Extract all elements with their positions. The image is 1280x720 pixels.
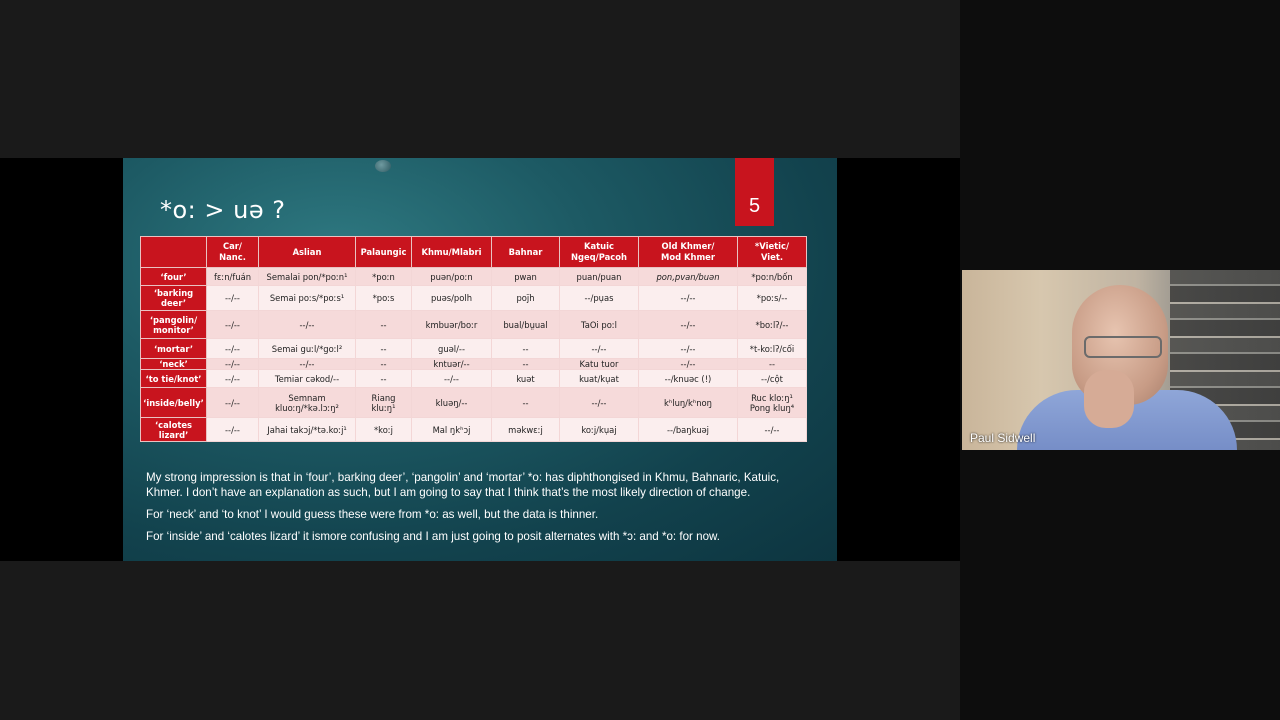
participant-video-tile[interactable]	[962, 270, 1280, 450]
table-cell: puən/poːn	[412, 268, 492, 286]
table-cell: *poːs/--	[738, 286, 807, 311]
cognate-table	[140, 236, 807, 442]
table-cell: --	[356, 370, 412, 388]
table-cell: pwan	[492, 268, 560, 286]
table-cell: Ruc kloːŋ¹ Pong kluŋ⁴	[738, 388, 807, 418]
table-cell: *t-koːlʔ/cối	[738, 339, 807, 359]
table-header-cell: *Vietic/ Viet.	[738, 237, 807, 268]
table-cell: --	[492, 339, 560, 359]
table-cell: Jahai takɔj/*tə.koːj¹	[259, 418, 356, 442]
table-cell: --/--	[207, 339, 259, 359]
table-cell: *poːn	[356, 268, 412, 286]
table-cell: --/cột	[738, 370, 807, 388]
table-cell: --/--	[259, 359, 356, 370]
table-row-label: ‘mortar’	[141, 339, 207, 359]
table-cell: --/--	[207, 311, 259, 339]
table-cell: --/--	[560, 388, 639, 418]
table-cell: --	[356, 339, 412, 359]
video-person-glasses	[1084, 336, 1162, 358]
table-cell: --/baŋkuəj	[639, 418, 738, 442]
table-cell: TaOi poːl	[560, 311, 639, 339]
table-cell: fɛːn/fuán	[207, 268, 259, 286]
table-cell: *poːn/bốn	[738, 268, 807, 286]
table-row-label: ‘pangolin/ monitor’	[141, 311, 207, 339]
table-header-cell: Bahnar	[492, 237, 560, 268]
table-header-cell: Palaungic	[356, 237, 412, 268]
table-cell: --	[492, 359, 560, 370]
table-cell: kuat/kụat	[560, 370, 639, 388]
table-cell: --/--	[207, 359, 259, 370]
table-cell: bual/bṳual	[492, 311, 560, 339]
table-body	[141, 268, 807, 442]
table-row	[141, 388, 807, 418]
table-cell: --	[738, 359, 807, 370]
table-row	[141, 268, 807, 286]
table-cell: --	[356, 359, 412, 370]
table-cell: Katu tuor	[560, 359, 639, 370]
table-cell: Semai poːs/*poːs¹	[259, 286, 356, 311]
table-cell: *koːj	[356, 418, 412, 442]
table-header-cell: Khmu/Mlabri	[412, 237, 492, 268]
table-cell: puan/puan	[560, 268, 639, 286]
table-cell: --/--	[639, 311, 738, 339]
table-cell: --	[356, 311, 412, 339]
table-cell: Mal ŋkʰɔj	[412, 418, 492, 442]
table-cell: Semalai pon/*poːn¹	[259, 268, 356, 286]
slide-page-badge	[735, 158, 774, 226]
table-cell: --/--	[560, 339, 639, 359]
table-cell: Riang kluːŋ¹	[356, 388, 412, 418]
table-cell: *poːs	[356, 286, 412, 311]
table-cell: --/--	[639, 339, 738, 359]
table-row	[141, 311, 807, 339]
table-row	[141, 339, 807, 359]
table-cell: --/--	[207, 286, 259, 311]
presentation-slide	[123, 158, 837, 561]
table-header-cell: Car/ Nanc.	[207, 237, 259, 268]
letterbox-top	[0, 0, 960, 158]
table-cell: --/knuəc (!)	[639, 370, 738, 388]
table-cell: --/--	[207, 370, 259, 388]
note-paragraph: For ‘inside’ and ‘calotes lizard’ it ismore confusing and I am just going to posit alternates with *ɔ: and *o: for now.	[146, 529, 720, 543]
slide-title: *o: > uə ?	[160, 196, 286, 224]
table-row	[141, 286, 807, 311]
table-row-label: ‘neck’	[141, 359, 207, 370]
table-header-cell: Aslian	[259, 237, 356, 268]
table-header-cell	[141, 237, 207, 268]
slide-page-number: 5	[748, 195, 761, 217]
table-cell: --	[492, 388, 560, 418]
slide-notes	[146, 471, 816, 552]
table-cell: pon,pvan/buən	[639, 268, 738, 286]
table-row-label: ‘barking deer’	[141, 286, 207, 311]
table-cell: kmbuər/boːr	[412, 311, 492, 339]
table-row-label: ‘four’	[141, 268, 207, 286]
table-row	[141, 418, 807, 442]
table-cell: --/--	[259, 311, 356, 339]
note-paragraph: For ‘neck’ and ‘to knot’ I would guess these were from *o: as well, but the data is thinner.	[146, 507, 599, 521]
table-header-cell: Old Khmer/ Mod Khmer	[639, 237, 738, 268]
table-row	[141, 370, 807, 388]
table-cell: kntuər/--	[412, 359, 492, 370]
table-cell: Temiar cəkod/--	[259, 370, 356, 388]
letterbox-bottom	[0, 561, 960, 720]
table-cell: --/--	[738, 418, 807, 442]
table-cell: --/pụas	[560, 286, 639, 311]
table-cell: --/--	[207, 388, 259, 418]
table-cell: kluəŋ/--	[412, 388, 492, 418]
table-cell: poj̈h	[492, 286, 560, 311]
table-cell: --/--	[412, 370, 492, 388]
table-cell: puəs/polh	[412, 286, 492, 311]
table-row	[141, 359, 807, 370]
table-row-label: ‘to tie/knot’	[141, 370, 207, 388]
table-cell: --/--	[207, 418, 259, 442]
table-row-label: ‘calotes lizard’	[141, 418, 207, 442]
table-cell: guəl/--	[412, 339, 492, 359]
note-paragraph: My strong impression is that in ‘four’, barking deer’, ‘pangolin’ and ‘mortar’ *o: has diphthongised in Khmu, Bahnaric, Katuic, Khmer. I don’t have an explanation as such, but I am going to say that I think that’s the most likely direction of change.	[146, 471, 780, 499]
table-cell: koːj/kụaj	[560, 418, 639, 442]
table-header-row	[141, 237, 807, 268]
table-cell: *boːlʔ/--	[738, 311, 807, 339]
table-cell: məkwɛːj	[492, 418, 560, 442]
table-header-cell: Katuic Ngeq/Pacoh	[560, 237, 639, 268]
table-row-label: ‘inside/belly’	[141, 388, 207, 418]
slide-decoration-dot	[375, 160, 391, 172]
table-cell: --/--	[639, 359, 738, 370]
video-person-hand	[1084, 370, 1134, 428]
table-cell: Semnam kluoːŋ/*kə.lɔːŋ²	[259, 388, 356, 418]
participant-name-label: Paul Sidwell	[970, 431, 1036, 445]
table-cell: kʰluŋ/kʰnoŋ	[639, 388, 738, 418]
table-cell: --/--	[639, 286, 738, 311]
table-cell: kuət	[492, 370, 560, 388]
table-cell: Semai guːl/*goːl²	[259, 339, 356, 359]
